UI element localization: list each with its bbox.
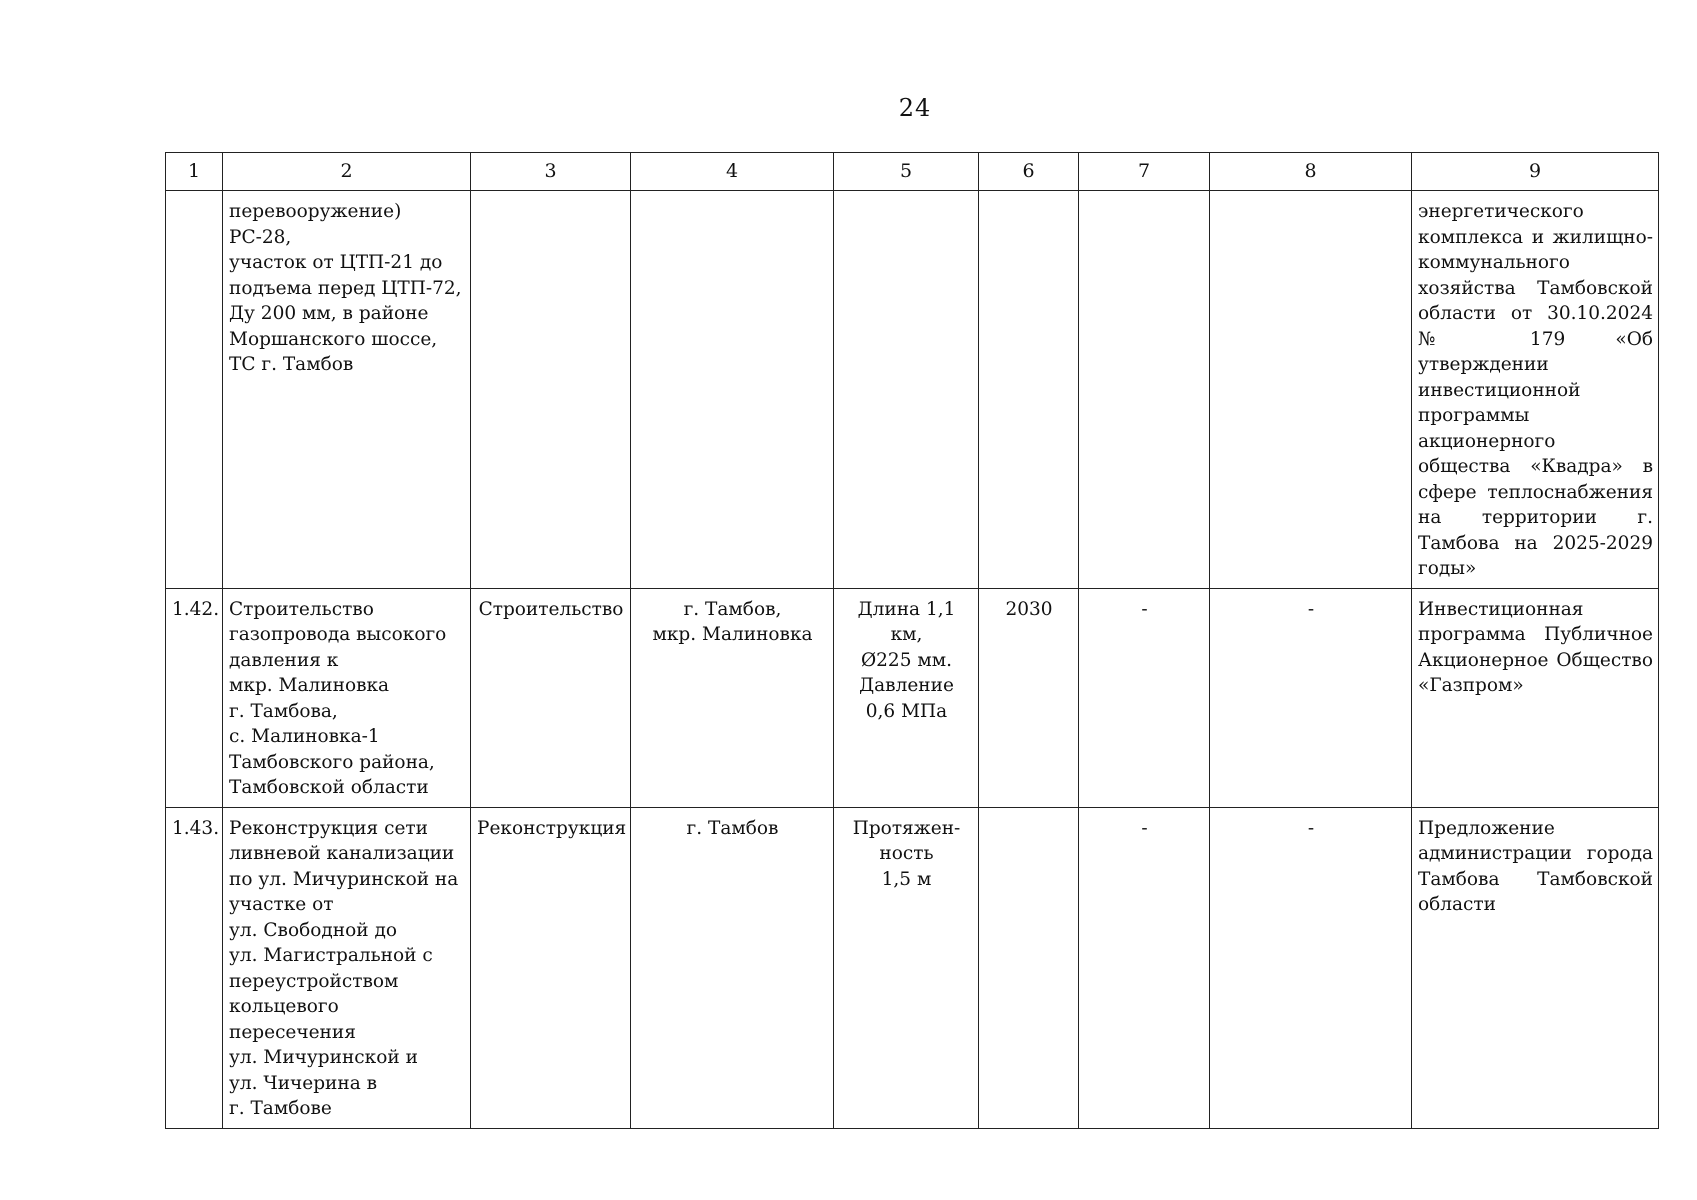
cell-location: г. Тамбов, мкр. Малиновка — [631, 588, 834, 807]
cell-number: 1.42. — [166, 588, 223, 807]
col-header-4: 4 — [631, 153, 834, 191]
cell-col8 — [1210, 191, 1412, 589]
col-header-3: 3 — [471, 153, 631, 191]
cell-basis: Предложение администрации города Тамбова Тамбовской области — [1412, 807, 1659, 1128]
col-header-7: 7 — [1079, 153, 1210, 191]
cell-number — [166, 191, 223, 589]
header-row — [166, 153, 1659, 191]
col-header-5: 5 — [834, 153, 979, 191]
cell-col7: - — [1079, 588, 1210, 807]
table-row — [166, 807, 1659, 1128]
cell-parameters: Длина 1,1 км, Ø225 мм. Давление 0,6 МПа — [834, 588, 979, 807]
investment-table — [165, 152, 1659, 1129]
cell-year — [979, 807, 1079, 1128]
cell-work-type: Строительство — [471, 588, 631, 807]
col-header-9: 9 — [1412, 153, 1659, 191]
cell-parameters: Протяжен- ность 1,5 м — [834, 807, 979, 1128]
cell-object-name: Строительство газопровода высокого давления к мкр. Малиновка г. Тамбова, с. Малиновка-1 Тамбовского района, Тамбовской области — [223, 588, 471, 807]
cell-object-name: Реконструкция сети ливневой канализации по ул. Мичуринской на участке от ул. Свободной до ул. Магистральной с переустройством кольцевого пересечения ул. Мичуринской и ул. Чичерина в г. Тамбове — [223, 807, 471, 1128]
cell-col7: - — [1079, 807, 1210, 1128]
cell-location: г. Тамбов — [631, 807, 834, 1128]
cell-number: 1.43. — [166, 807, 223, 1128]
cell-basis: Инвестиционная программа Публичное Акционерное Общество «Газпром» — [1412, 588, 1659, 807]
cell-basis: энергетического комплекса и жилищно-коммунального хозяйства Тамбовской области от 30.10.2024 № 179 «Об утверждении инвестиционной программы акционерного общества «Квадра» в сфере теплоснабжения на территории г. Тамбова на 2025-2029 годы» — [1412, 191, 1659, 589]
col-header-8: 8 — [1210, 153, 1412, 191]
cell-work-type: Реконструкция — [471, 807, 631, 1128]
col-header-1: 1 — [166, 153, 223, 191]
table-row — [166, 191, 1659, 589]
cell-work-type — [471, 191, 631, 589]
cell-col7 — [1079, 191, 1210, 589]
cell-col8: - — [1210, 807, 1412, 1128]
col-header-6: 6 — [979, 153, 1079, 191]
col-header-2: 2 — [223, 153, 471, 191]
cell-year — [979, 191, 1079, 589]
cell-parameters — [834, 191, 979, 589]
cell-location — [631, 191, 834, 589]
cell-year: 2030 — [979, 588, 1079, 807]
cell-col8: - — [1210, 588, 1412, 807]
cell-object-name: перевооружение) РС-28, участок от ЦТП-21 до подъема перед ЦТП-72, Ду 200 мм, в районе Моршанского шоссе, ТС г. Тамбов — [223, 191, 471, 589]
page-number: 24 — [898, 94, 932, 122]
table-row — [166, 588, 1659, 807]
